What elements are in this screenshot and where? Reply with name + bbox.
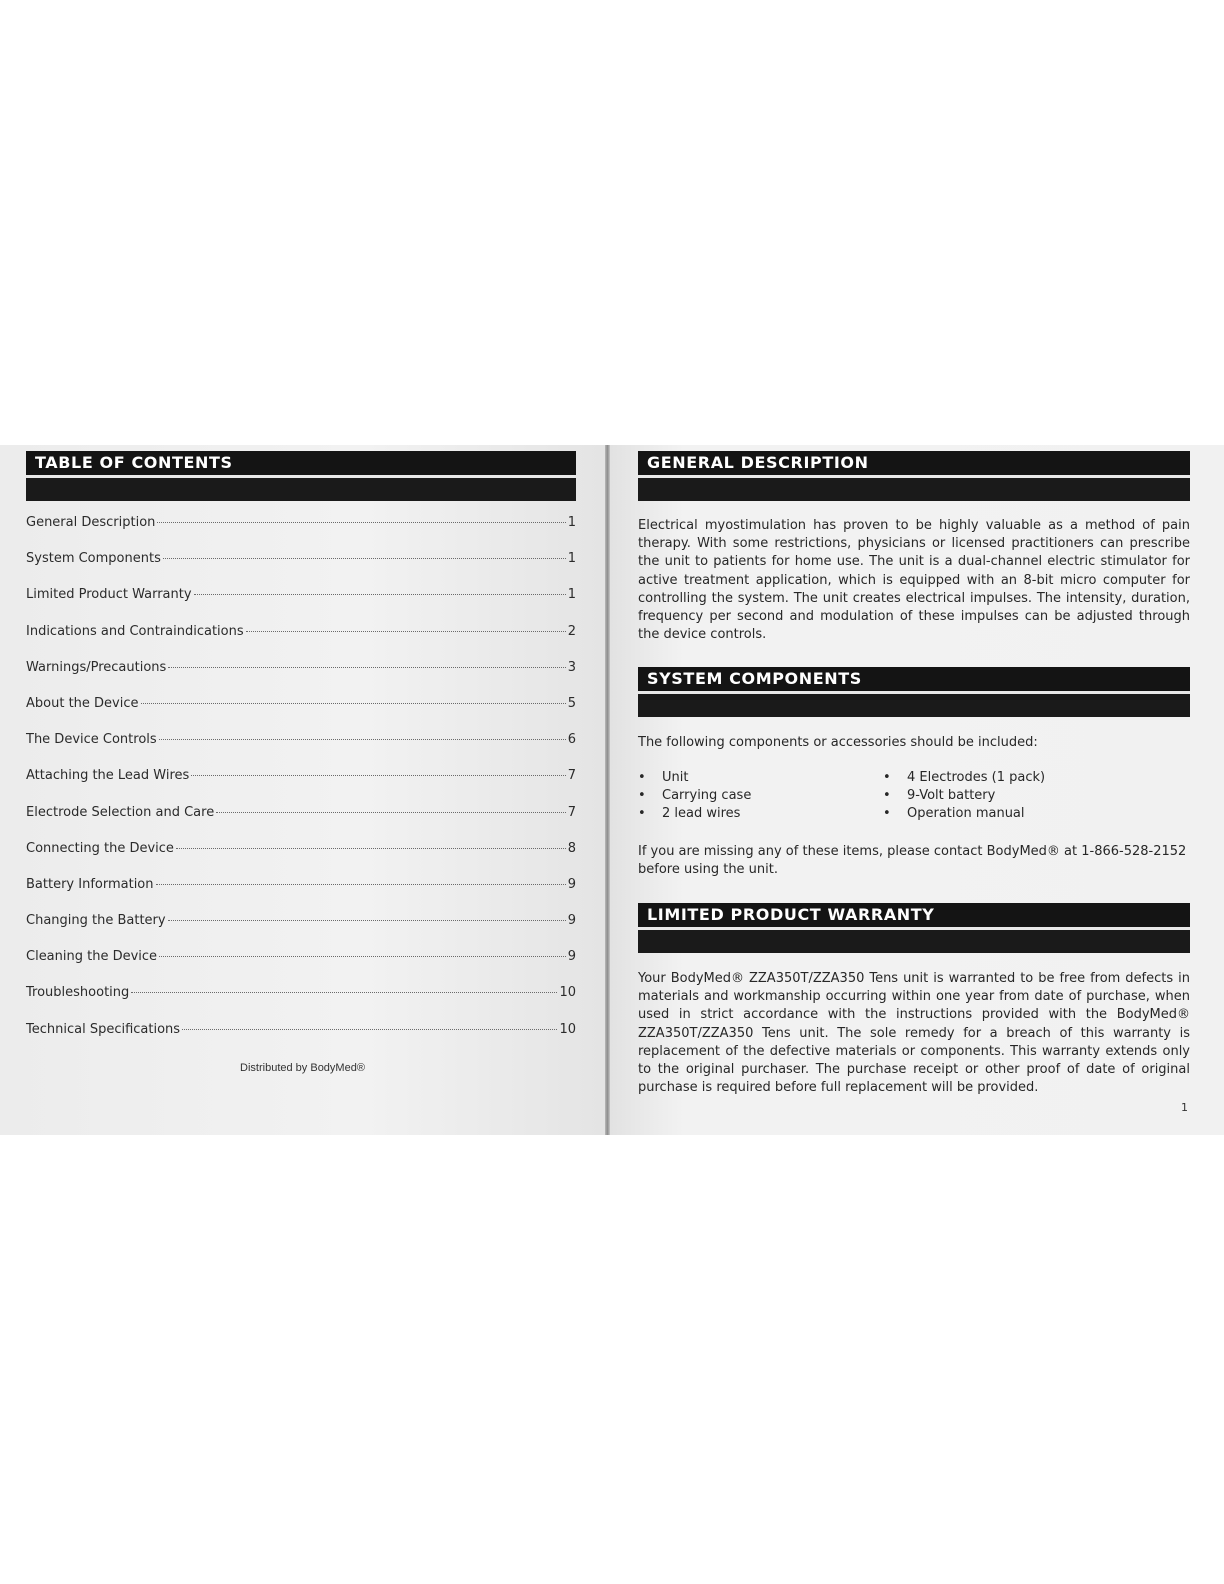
toc-entry-page: 1 bbox=[567, 515, 576, 530]
toc-header bbox=[26, 451, 576, 501]
bullet-icon: • bbox=[883, 806, 891, 822]
toc-dot-leader bbox=[182, 1029, 557, 1030]
component-item: • 2 lead wires bbox=[638, 805, 883, 823]
toc-entry bbox=[26, 949, 576, 985]
toc-entry bbox=[26, 805, 576, 841]
toc-entry-page: 1 bbox=[567, 551, 576, 567]
toc-dot-leader bbox=[141, 703, 566, 704]
toc-entry-title: System Components bbox=[26, 551, 161, 567]
toc-entry-title: Cleaning the Device bbox=[26, 949, 158, 965]
toc-dot-leader bbox=[168, 920, 566, 921]
page-number: 1 bbox=[1181, 1101, 1188, 1114]
left-page bbox=[0, 445, 605, 1135]
toc-dot-leader bbox=[216, 812, 566, 813]
system-components-header bbox=[638, 667, 1190, 717]
bullet-icon: • bbox=[638, 788, 646, 804]
toc-dot-leader bbox=[168, 667, 565, 668]
bullet-icon: • bbox=[638, 806, 646, 822]
system-components-title: SYSTEM COMPONENTS bbox=[647, 669, 862, 688]
component-item: • Unit bbox=[638, 769, 883, 787]
toc-entry-page: 9 bbox=[567, 876, 576, 892]
toc-entry-title: Indications and Contraindications bbox=[26, 623, 244, 639]
toc-dot-leader bbox=[159, 956, 566, 957]
toc-dot-leader bbox=[194, 594, 566, 595]
toc-dot-leader bbox=[157, 522, 565, 523]
component-item: • 9-Volt battery bbox=[883, 787, 1128, 805]
warranty-title: LIMITED PRODUCT WARRANTY bbox=[647, 905, 935, 924]
toc-entry bbox=[26, 624, 576, 660]
toc-entry bbox=[26, 587, 576, 623]
toc-entry bbox=[26, 515, 576, 551]
toc-entry bbox=[26, 877, 576, 913]
warranty-header bbox=[638, 903, 1190, 953]
toc-entry bbox=[26, 732, 576, 768]
toc-entry-title: Changing the Battery bbox=[26, 913, 166, 929]
component-item: • Operation manual bbox=[883, 805, 1128, 823]
toc-entry bbox=[26, 768, 576, 804]
toc-entry-page: 8 bbox=[567, 840, 576, 856]
missing-items-note: If you are missing any of these items, please contact BodyMed® at 1-866-528-2152 before using the unit. bbox=[638, 844, 1187, 878]
toc-entry bbox=[26, 913, 576, 949]
components-intro: The following components or accessories should be included: bbox=[638, 735, 1038, 750]
warranty-text: Your BodyMed® ZZA350T/ZZA350 Tens unit is warranted to be free from defects in materials and workmanship occurring within one year from date of purchase, when used in strict accordance with the instructions provided with the BodyMed® ZZA350T/ZZA350 Tens unit. The sole remedy for a breach of this warranty is replacement of the defective materials or components. This warranty extends only to the original purchaser. The purchase receipt or other proof of date of original purchase is required before full replacement will be provided. bbox=[638, 971, 1190, 1096]
toc-entry-page: 2 bbox=[567, 623, 576, 639]
toc-entry-title: Warnings/Precautions bbox=[26, 659, 167, 675]
toc-entry bbox=[26, 985, 576, 1021]
toc-entry-title: Electrode Selection and Care bbox=[26, 804, 215, 820]
component-item: • Carrying case bbox=[638, 787, 883, 805]
toc-entry-title: General Description bbox=[26, 515, 156, 530]
toc-dot-leader bbox=[156, 884, 566, 885]
toc-entry-page: 7 bbox=[567, 804, 576, 820]
components-list bbox=[638, 769, 1190, 824]
toc-dot-leader bbox=[163, 558, 566, 559]
toc-entry bbox=[26, 660, 576, 696]
toc-dot-leader bbox=[131, 992, 557, 993]
toc-dot-leader bbox=[246, 631, 566, 632]
toc-entry-title: Technical Specifications bbox=[26, 1021, 181, 1037]
toc-entry-page: 9 bbox=[567, 949, 576, 965]
toc-entry-title: Troubleshooting bbox=[26, 985, 130, 1001]
component-item: • 4 Electrodes (1 pack) bbox=[883, 769, 1128, 787]
general-description-title: GENERAL DESCRIPTION bbox=[647, 453, 869, 472]
toc-entry-title: Attaching the Lead Wires bbox=[26, 768, 190, 784]
toc-entry-page: 6 bbox=[567, 732, 576, 748]
general-description-text: Electrical myostimulation has proven to be highly valuable as a method of pain therapy. With some restrictions, physicians or licensed practitioners can prescribe the unit to patients for home use. The unit is a dual-channel electric stimulator for active treatment application, which is equipped with an 8-bit micro computer for controlling the system. The unit creates electrical impulses. The intensity, duration, frequency per second and modulation of these impulses can be adjusted through the device controls. bbox=[638, 518, 1190, 643]
bullet-icon: • bbox=[883, 788, 891, 804]
distributor-footer: Distributed by BodyMed® bbox=[240, 1062, 365, 1074]
toc-entry-page: 9 bbox=[567, 913, 576, 929]
scanned-spread bbox=[0, 445, 1224, 1135]
toc-dot-leader bbox=[191, 775, 565, 776]
toc-dot-leader bbox=[176, 848, 566, 849]
toc-entry-title: About the Device bbox=[26, 695, 139, 711]
toc-entry-page: 1 bbox=[567, 587, 576, 603]
toc-header-title: TABLE OF CONTENTS bbox=[35, 453, 233, 472]
toc-entry-page: 5 bbox=[567, 695, 576, 711]
toc-entry bbox=[26, 551, 576, 587]
bullet-icon: • bbox=[883, 770, 891, 785]
bullet-icon: • bbox=[638, 770, 646, 785]
toc-entry-title: The Device Controls bbox=[26, 732, 157, 748]
toc-entry-title: Battery Information bbox=[26, 876, 154, 892]
toc-entry bbox=[26, 1022, 576, 1058]
toc-entry-title: Connecting the Device bbox=[26, 840, 174, 856]
toc-dot-leader bbox=[159, 739, 566, 740]
toc-entry bbox=[26, 696, 576, 732]
toc-entry-title: Limited Product Warranty bbox=[26, 587, 192, 603]
toc-entry bbox=[26, 841, 576, 877]
toc-entry-page: 10 bbox=[559, 1021, 576, 1037]
general-description-header bbox=[638, 451, 1190, 501]
toc-entry-page: 3 bbox=[567, 659, 576, 675]
toc-entry-page: 10 bbox=[559, 985, 576, 1001]
toc-entry-page: 7 bbox=[567, 768, 576, 784]
table-of-contents bbox=[26, 515, 576, 1058]
